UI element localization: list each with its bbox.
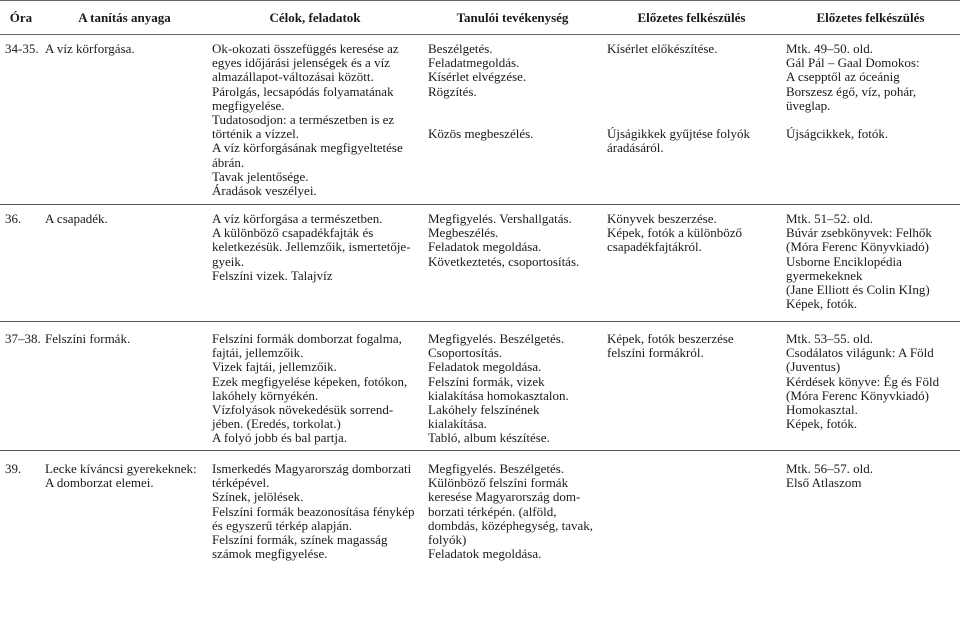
- cell-line: Kérdések könyve: Ég és Föld: [786, 373, 940, 389]
- cell-line: Felszíni formák domborzat fogalma,: [212, 331, 402, 346]
- cell-line: keresése Magyarország dom-: [428, 489, 581, 505]
- cell-celok: [207, 35, 423, 205]
- cell-line: (Juventus): [786, 359, 841, 375]
- cell-line: és egyszerű térkép alapján.: [212, 517, 353, 533]
- cell-line: számok megfigyelése.: [212, 546, 328, 562]
- table-row: [0, 205, 960, 322]
- cell-line: Áradások veszélyei.: [212, 183, 317, 199]
- cell-line: Első Atlaszom: [786, 475, 862, 491]
- cell-line: Feladatok megoldása.: [428, 546, 542, 562]
- cell-line: Különböző felszíni formák: [428, 475, 569, 491]
- cell-line: A cseppt​ől az óceánig: [786, 69, 900, 85]
- cell-line: (Móra Ferenc Könyvkiadó): [786, 239, 929, 255]
- cell-line: Ok-okozati összefüggés keresése az: [212, 41, 399, 56]
- cell-line: Rögzítés.: [428, 83, 477, 99]
- cell-line: Homokasztal.: [786, 402, 858, 418]
- cell-line: Csodálatos világunk: A Föld: [786, 345, 934, 361]
- cell-line: Felszíni formák beazonosítása fénykép: [212, 503, 415, 519]
- cell-line: Feladatok megoldása.: [428, 359, 542, 375]
- cell-line: Mtk. 53–55. old.: [786, 331, 874, 346]
- cell-line: üveglap.: [786, 97, 831, 113]
- cell-line: gyermekeknek: [786, 267, 863, 283]
- cell-felkeszules-1: [602, 322, 781, 451]
- cell-line: Búvár zsebkönyvek: Felhők: [786, 225, 932, 241]
- cell-line: Ismerkedés Magyarország domborzati: [212, 461, 412, 476]
- header-celok: Célok, feladatok: [207, 1, 423, 35]
- cell-line: Megfigyelés. Vershallgatás.: [428, 211, 572, 226]
- cell-line: A víz körforgása.: [45, 41, 135, 56]
- cell-line: A csapadék.: [45, 211, 108, 226]
- table-row: [0, 35, 960, 205]
- cell-anyag: [42, 35, 207, 205]
- cell-felkeszules-1: [602, 35, 781, 205]
- cell-line: Vizek fajtái, jellemzőik.: [212, 359, 337, 375]
- cell-line: Következtetés, csoportosítás.: [428, 253, 580, 269]
- cell-celok: [207, 451, 423, 562]
- cell-line: (Jane Elliott és Colin KIng): [786, 282, 930, 298]
- cell-line: egyes időjárási jelenségek és a víz: [212, 55, 390, 71]
- cell-tevekenyseg: [423, 205, 602, 322]
- cell-line: Tabló, album készítése.: [428, 430, 550, 446]
- cell-line: [607, 113, 781, 127]
- header-felkeszules-1: Előzetes felkészülés: [602, 1, 781, 35]
- cell-celok: [207, 205, 423, 322]
- cell-line: felszíni formákról.: [607, 345, 704, 361]
- cell-line: dombdás, középhegység, tavak,: [428, 517, 593, 533]
- cell-tevekenyseg: [423, 451, 602, 562]
- cell-felkeszules-2: [781, 451, 960, 562]
- cell-line: [607, 85, 781, 99]
- cell-line: Feladatok megoldása.: [428, 239, 542, 255]
- cell-tevekenyseg: [423, 322, 602, 451]
- cell-line: Kísérlet elvégzése.: [428, 69, 527, 85]
- cell-line: Lakóhely felszínének: [428, 402, 540, 418]
- cell-ora: [0, 205, 42, 322]
- cell-line: kialakítása homokasztalon.: [428, 387, 569, 403]
- header-felkeszules-2: Előzetes felkészülés: [781, 1, 960, 35]
- cell-line: Mtk. 56–57. old.: [786, 461, 874, 476]
- cell-celok: [207, 322, 423, 451]
- table-row: [0, 322, 960, 451]
- cell-line: Képek, fotók.: [786, 296, 858, 312]
- cell-line: A folyó jobb és bal partja.: [212, 430, 348, 446]
- cell-line: A domborzat elemei.: [45, 475, 154, 491]
- cell-line: Felszíni vizek. Talajvíz: [212, 267, 333, 283]
- cell-line: Feladatmegoldás.: [428, 55, 520, 71]
- header-anyag: A tanítás anyaga: [42, 1, 207, 35]
- cell-anyag: [42, 322, 207, 451]
- cell-line: Felszíni formák.: [45, 331, 131, 346]
- cell-line: jében. (Eredés, torkolat.): [212, 416, 341, 432]
- cell-ora: [0, 35, 42, 205]
- cell-ora: [0, 451, 42, 562]
- cell-line: Közös megbeszélés.: [428, 126, 534, 142]
- cell-line: keletkezésük. Jellemzőik, ismertetője-: [212, 239, 411, 255]
- header-ora: Óra: [0, 1, 42, 35]
- cell-felkeszules-1: [602, 205, 781, 322]
- cell-line: Képek, fotók.: [786, 416, 858, 432]
- cell-line: Könyvek beszerzése.: [607, 211, 717, 226]
- cell-line: (Móra Ferenc Könyvkiadó): [786, 387, 929, 403]
- cell-line: Ezek megfigyelése képeken, fotókon,: [212, 373, 408, 389]
- cell-line: térképével.: [212, 475, 270, 491]
- cell-felkeszules-1: [602, 451, 781, 562]
- cell-line: Lecke kíváncsi gyerekeknek:: [45, 461, 197, 476]
- cell-line: A víz körforgásának megfigyeltetése: [212, 140, 403, 156]
- cell-line: Vízfolyások növekedésük sorrend-: [212, 402, 394, 418]
- cell-felkeszules-2: [781, 35, 960, 205]
- cell-line: Mtk. 51–52. old.: [786, 211, 874, 226]
- header-tevekenyseg: Tanulói tevékenység: [423, 1, 602, 35]
- cell-line: folyók): [428, 532, 467, 548]
- cell-felkeszules-2: [781, 205, 960, 322]
- cell-line: Mtk. 49–50. old.: [786, 41, 874, 56]
- cell-line: fajtái, jellemzőik.: [212, 345, 304, 361]
- cell-line: történik a vízzel.: [212, 126, 299, 142]
- cell-line: A víz körforgása a természetben.: [212, 211, 383, 226]
- cell-line: 34-35.: [5, 41, 39, 56]
- cell-anyag: [42, 205, 207, 322]
- cell-anyag: [42, 451, 207, 562]
- cell-line: Képek, fotók beszerzése: [607, 331, 734, 346]
- cell-line: Gál Pál – Gaal Domokos:: [786, 55, 920, 71]
- cell-line: megfigyelése.: [212, 97, 285, 113]
- cell-line: Képek, fotók a különböző: [607, 225, 743, 241]
- cell-line: Felszíni formák, vizek: [428, 373, 545, 389]
- cell-line: Felszíni formák, színek magasság: [212, 532, 388, 548]
- cell-line: Beszélgetés.: [428, 41, 493, 56]
- cell-ora: [0, 322, 42, 451]
- cell-line: 36.: [5, 211, 22, 226]
- cell-line: csapadékfajtákról.: [607, 239, 702, 255]
- cell-line: A különböző csapadékfajták és: [212, 225, 374, 241]
- cell-line: almazállapot-változásai között.: [212, 69, 374, 85]
- cell-line: áradásáról.: [607, 140, 664, 156]
- cell-line: [428, 99, 602, 113]
- cell-line: 39.: [5, 461, 22, 476]
- cell-line: Tavak jelentősége.: [212, 168, 309, 184]
- cell-line: Borszesz égő, víz, pohár,: [786, 83, 917, 99]
- header-row: [0, 1, 960, 35]
- cell-line: [607, 99, 781, 113]
- cell-line: ábrán.: [212, 154, 245, 170]
- cell-tevekenyseg: [423, 35, 602, 205]
- cell-line: Tudatosodjon: a természetben is ez: [212, 112, 395, 128]
- cell-line: Megfigyelés. Beszélgetés.: [428, 331, 565, 346]
- cell-line: 37–38.: [5, 331, 41, 346]
- cell-line: borzati térképén. (alföld,: [428, 503, 557, 519]
- cell-line: Megfigyelés. Beszélgetés.: [428, 461, 565, 476]
- table-row: [0, 451, 960, 562]
- cell-line: Kísérlet előkészítése.: [607, 41, 718, 56]
- cell-line: Színek, jelölések.: [212, 489, 304, 505]
- cell-line: [786, 113, 960, 127]
- cell-line: Párolgás, lecsapódás folyamatának: [212, 83, 394, 99]
- cell-line: Újságikkek gyűjtése folyók: [607, 126, 750, 142]
- cell-line: Megbeszélés.: [428, 225, 499, 241]
- cell-line: [607, 70, 781, 84]
- cell-line: lakóhely környékén.: [212, 387, 319, 403]
- cell-line: gyeik.: [212, 253, 245, 269]
- cell-line: Csoportosítás.: [428, 345, 503, 361]
- cell-line: [607, 56, 781, 70]
- cell-felkeszules-2: [781, 322, 960, 451]
- cell-line: Usborne Enciklopédia: [786, 253, 902, 269]
- cell-line: Újságcikkek, fotók.: [786, 126, 889, 142]
- cell-line: [428, 113, 602, 127]
- cell-line: kialakítása.: [428, 416, 487, 432]
